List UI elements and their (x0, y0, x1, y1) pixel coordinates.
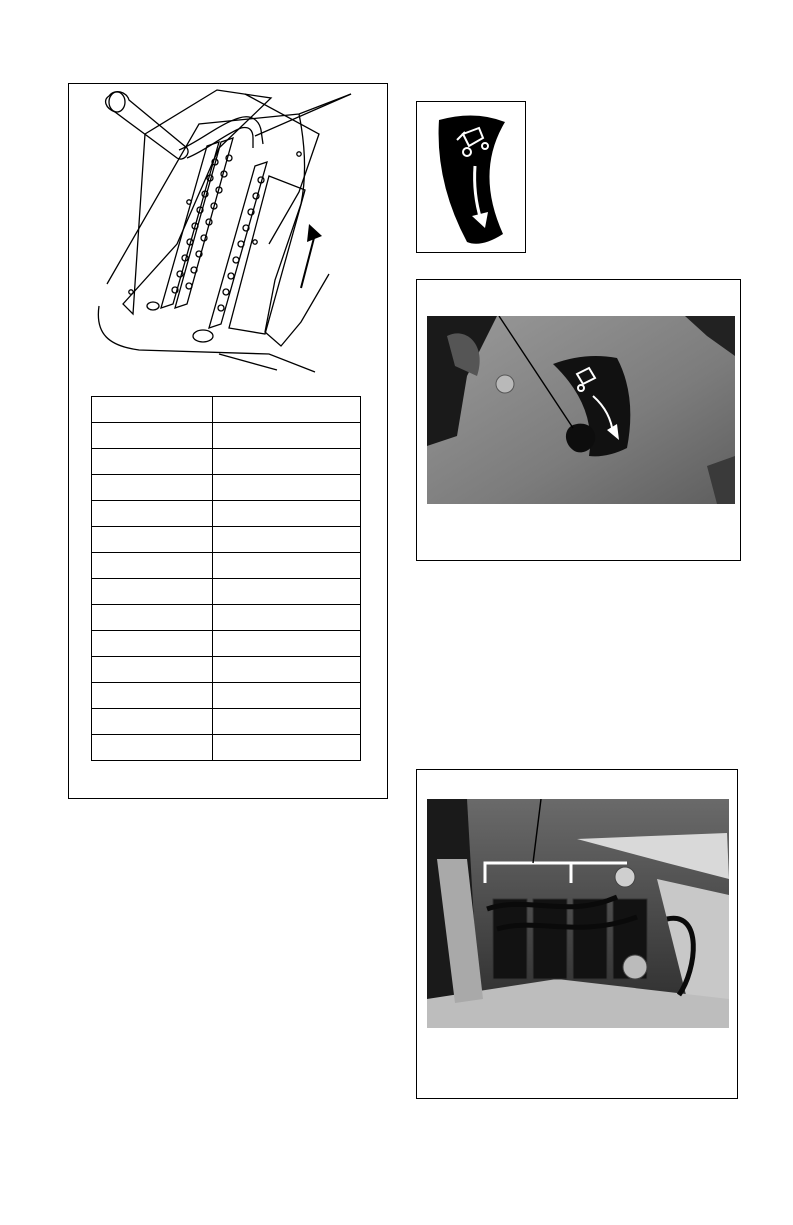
table-cell (213, 735, 361, 761)
table-row (92, 579, 361, 605)
table-cell (213, 683, 361, 709)
table-cell (213, 553, 361, 579)
table-cell (92, 475, 213, 501)
table-cell (92, 631, 213, 657)
table-row (92, 501, 361, 527)
table-cell (213, 605, 361, 631)
table-cell (92, 397, 213, 423)
table-cell (92, 423, 213, 449)
tow-valve-photo-figure (416, 279, 741, 561)
table-cell (92, 709, 213, 735)
battery-compartment-photo-figure (416, 769, 738, 1099)
table-cell (213, 657, 361, 683)
table-cell (213, 449, 361, 475)
table-row (92, 449, 361, 475)
table-row (92, 397, 361, 423)
table-cell (213, 475, 361, 501)
tow-decal (417, 102, 525, 252)
table-row (92, 735, 361, 761)
table-row (92, 657, 361, 683)
table-row (92, 527, 361, 553)
table-cell (92, 579, 213, 605)
table-cell (213, 423, 361, 449)
table-row (92, 605, 361, 631)
table-cell (92, 657, 213, 683)
lever-diagram-drawing (69, 84, 387, 384)
table-row (92, 683, 361, 709)
table-cell (213, 579, 361, 605)
table-row (92, 423, 361, 449)
table-cell (92, 683, 213, 709)
lever-diagram-figure (68, 83, 388, 799)
table-cell (213, 631, 361, 657)
up-arrow-icon (301, 234, 315, 288)
table-cell (92, 735, 213, 761)
table-cell (213, 501, 361, 527)
tow-decal-figure (416, 101, 526, 253)
table-row (92, 709, 361, 735)
table-row (92, 475, 361, 501)
battery-compartment-photo (427, 799, 729, 1028)
table-row (92, 631, 361, 657)
table-cell (92, 501, 213, 527)
table-cell (92, 605, 213, 631)
table-cell (213, 527, 361, 553)
table-cell (92, 527, 213, 553)
table-row (92, 553, 361, 579)
table-cell (213, 397, 361, 423)
lever-position-table (91, 396, 361, 761)
tow-valve-photo (427, 316, 735, 504)
table-cell (92, 449, 213, 475)
table-cell (213, 709, 361, 735)
table-cell (92, 553, 213, 579)
